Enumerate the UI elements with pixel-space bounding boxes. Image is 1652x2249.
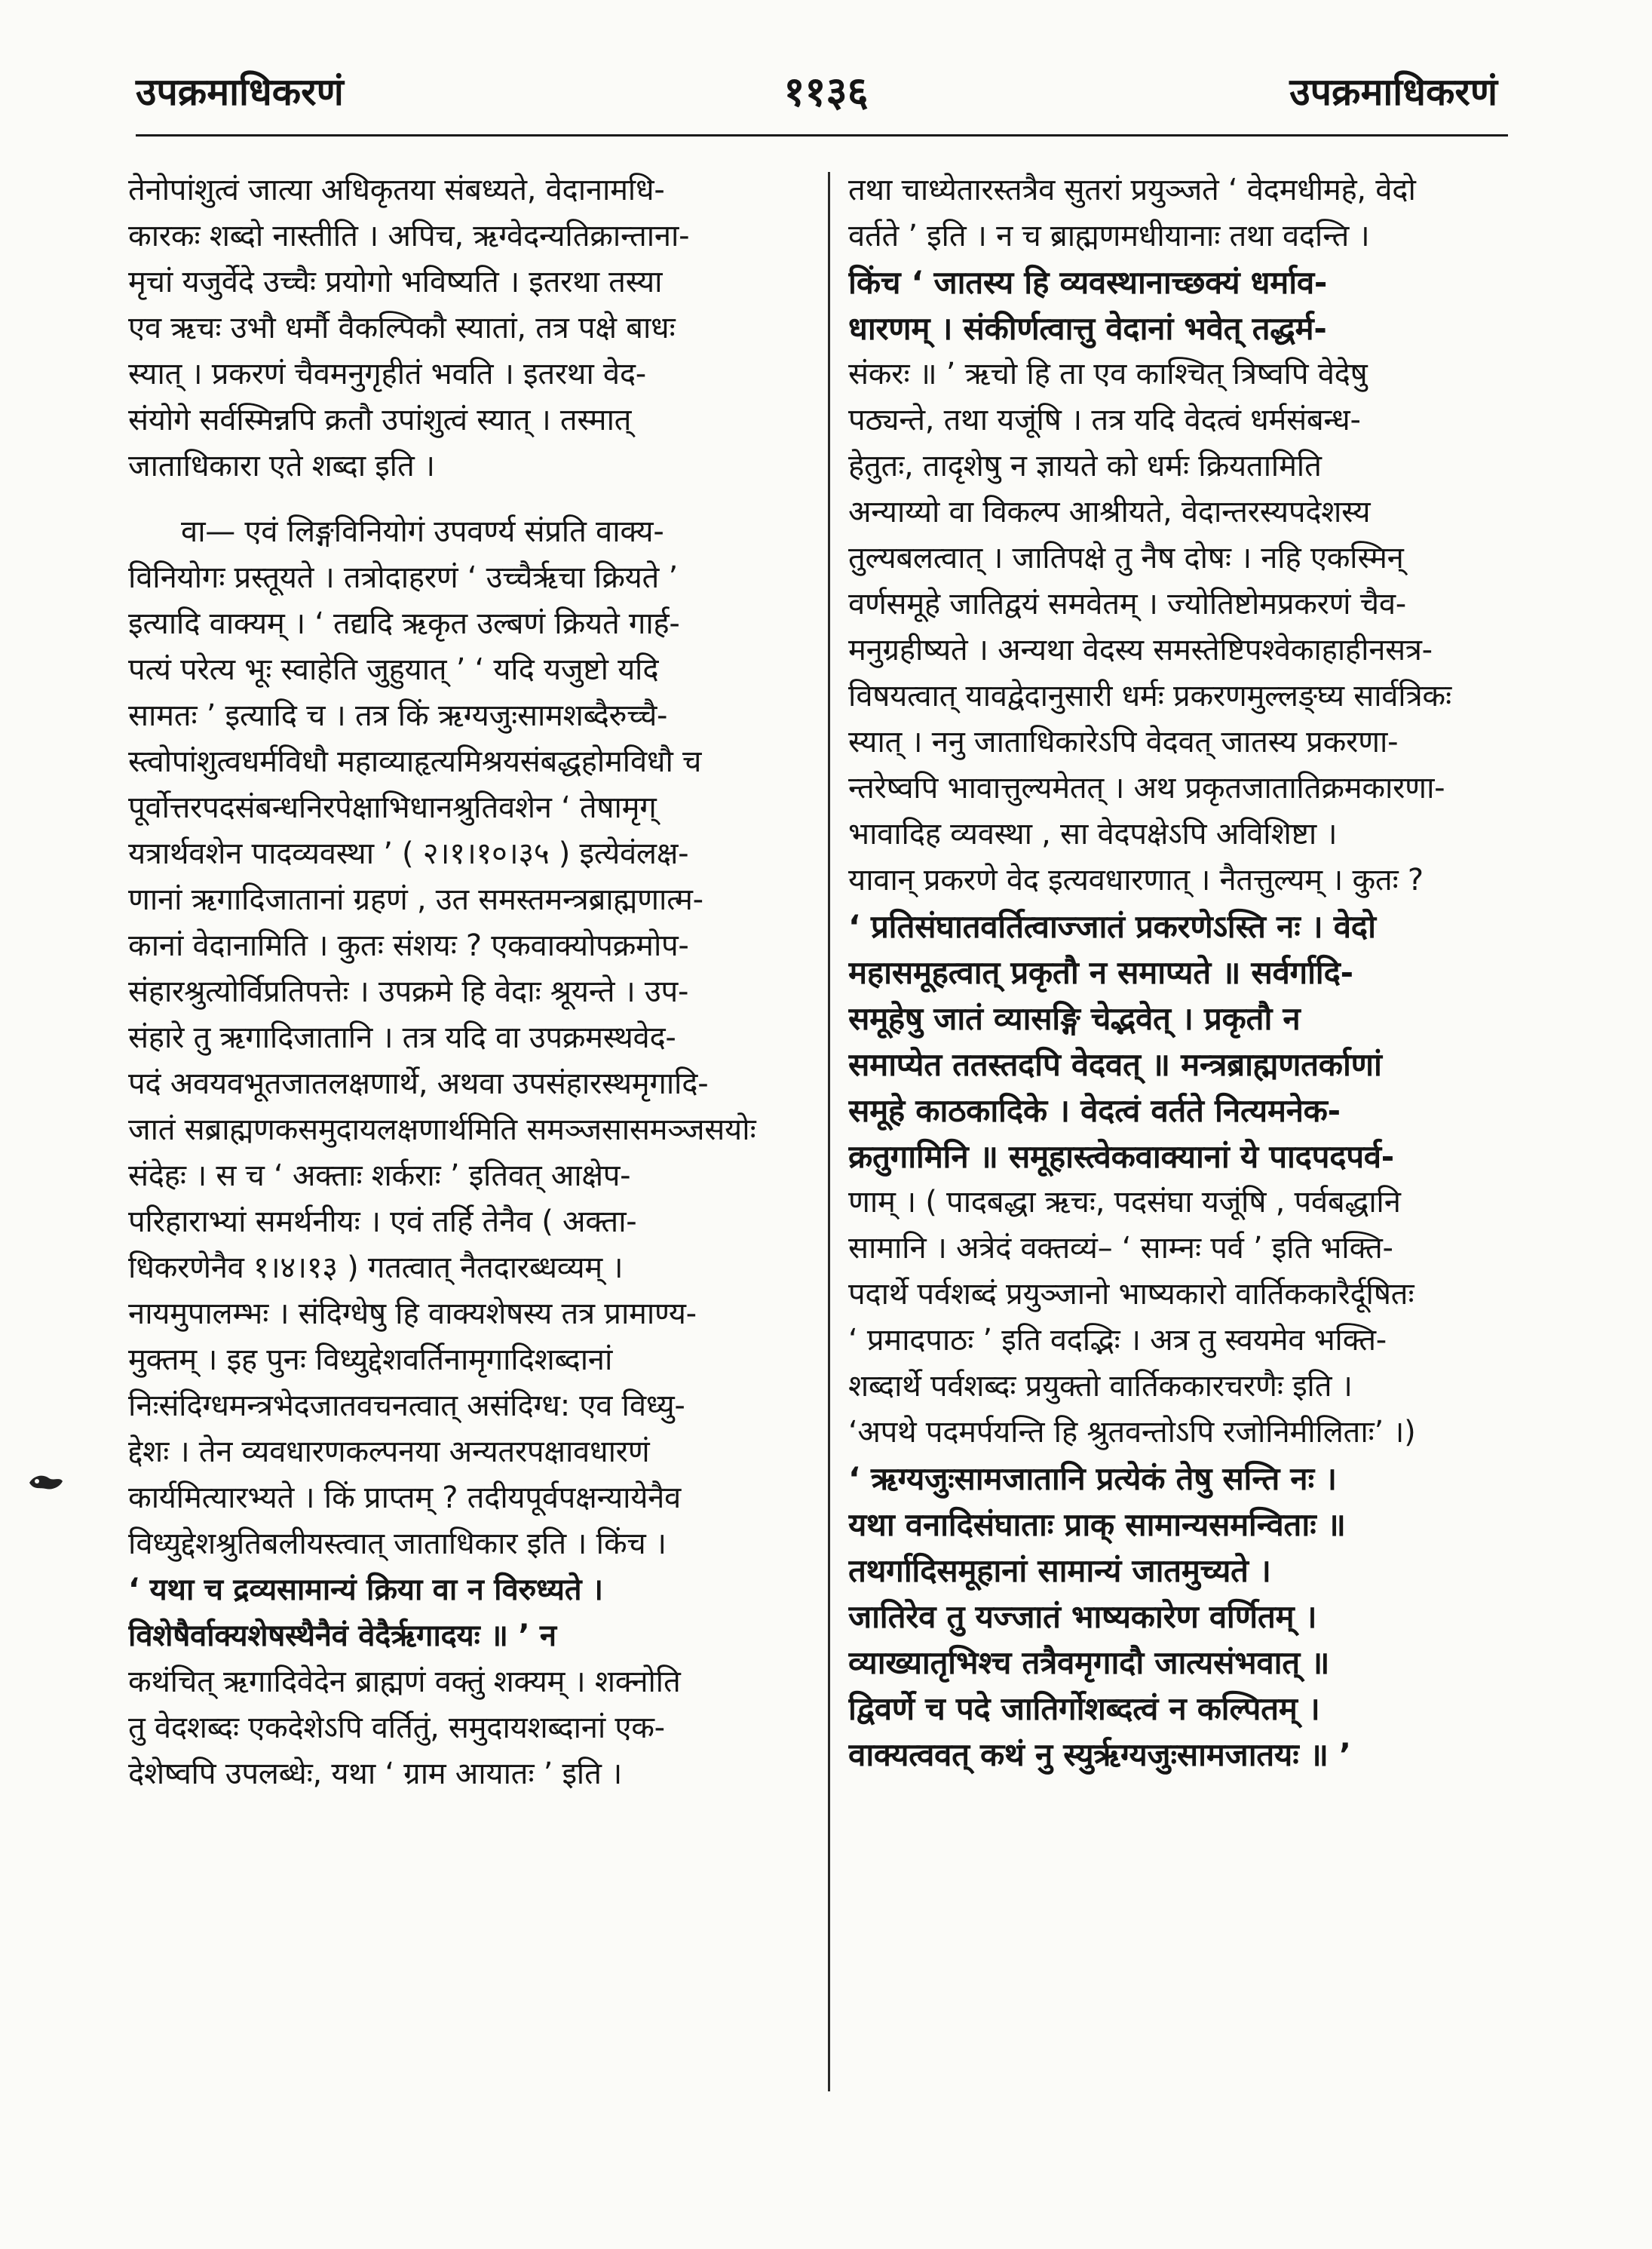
text-line: ‘अपथे पदमर्पयन्ति हि श्रुतवन्तोऽपि रजोनिमीलिताः’ ।) — [848, 1415, 1416, 1450]
text-line: देशेष्वपि उपलब्धेः, यथा ‘ ग्राम आयातः ’ इति । — [128, 1757, 622, 1791]
column-divider — [828, 172, 830, 2091]
text-line: विनियोगः प्रस्तूयते । तत्रोदाहरणं ‘ उच्चैरृचा क्रियते ’ — [128, 560, 678, 595]
text-line: इत्यादि वाक्यम् । ‘ तद्यदि ऋकृत उल्बणं क्रियते गार्ह- — [128, 606, 680, 641]
text-line: शब्दार्थे पर्वशब्दः प्रयुक्तो वार्तिककारचरणैः इति । — [848, 1369, 1353, 1404]
text-line: नायमुपालम्भः । संदिग्धेषु हि वाक्यशेषस्य तत्र प्रामाण्य- — [128, 1296, 697, 1331]
text-line: यत्रार्थवशेन पादव्यवस्था ’ ( २।१।१०।३५ ) इत्येवंलक्ष- — [128, 836, 689, 871]
text-line: ‘ प्रमादपाठः ’ इति वदद्भिः । अत्र तु स्वयमेव भक्ति- — [848, 1323, 1387, 1358]
text-line: ‘ यथा च द्रव्यसामान्यं क्रिया वा न विरुध्यते । — [128, 1572, 603, 1607]
text-line: निःसंदिग्धमन्त्रभेदजातवचनत्वात् असंदिग्ध: एव विध्यु- — [128, 1388, 685, 1423]
text-line: वर्णसमूहे जातिद्वयं समवेतम् । ज्योतिष्टोमप्रकरणं चैव- — [848, 587, 1406, 621]
text-line: हेतुतः, तादृशेषु न ज्ञायते को धर्मः क्रियतामिति — [848, 449, 1322, 483]
text-line: अन्याय्यो वा विकल्प आश्रीयते, वेदान्तरस्यपदेशस्य — [848, 495, 1371, 529]
margin-mark-icon — [26, 1472, 66, 1493]
text-line: मनुग्रहीष्यते । अन्यथा वेदस्य समस्तेष्टिपश्वेकाहाहीनसत्र- — [848, 633, 1433, 667]
text-line: तेनोपांशुत्वं जात्या अधिकृतया संबध्यते, वेदानामधि- — [128, 173, 665, 207]
text-line: पत्यं परेत्य भूः स्वाहेति जुहुयात् ’ ‘ यदि यजुष्टो यदि — [128, 652, 659, 687]
text-line: सामतः ’ इत्यादि च । तत्र किं ऋग्यजुःसामशब्दैरुच्चै- — [128, 698, 668, 733]
text-line: जातिरेव तु यज्जातं भाष्यकारेण वर्णितम् । — [848, 1598, 1317, 1635]
text-line: न्तरेष्वपि भावात्तुल्यमेतत् । अथ प्रकृतजातातिक्रमकारणा- — [848, 771, 1445, 805]
text-line: तथा चाध्येतारस्तत्रैव सुतरां प्रयुञ्जते ‘ वेदमधीमहे, वेदो — [848, 173, 1416, 207]
text-line: धिकरणेनैव १।४।१३ ) गतत्वात् नैतदारब्धव्यम् । — [128, 1250, 624, 1285]
page-number: ११३६ — [783, 68, 869, 115]
text-line: कारकः शब्दो नास्तीति । अपिच, ऋग्वेदन्यतिक्रान्ताना- — [128, 219, 690, 253]
running-header-right: उपक्रमाधिकरणं — [1289, 70, 1497, 114]
text-line: तु वेदशब्दः एकदेशेऽपि वर्तितुं, समुदायशब्दानां एक- — [128, 1711, 665, 1745]
text-line: कानां वेदानामिति । कुतः संशयः ? एकवाक्योपक्रमोप- — [128, 928, 689, 963]
text-line: द्देशः । तेन व्यवधारणकल्पनया अन्यतरपक्षावधारणं — [128, 1434, 650, 1469]
text-line: समूहे काठकादिके । वेदत्वं वर्तते नित्यमनेक- — [848, 1092, 1341, 1129]
text-line: धारणम् । संकीर्णत्वात्तु वेदानां भवेत् तद्धर्म- — [848, 310, 1327, 347]
text-line: तुल्यबलत्वात् । जातिपक्षे तु नैष दोषः । नहि एकस्मिन् — [848, 541, 1404, 575]
text-line: पदार्थे पर्वशब्दं प्रयुञ्जानो भाष्यकारो वार्तिककारैर्दूषितः — [848, 1277, 1414, 1312]
text-line: पूर्वोत्तरपदसंबन्धनिरपेक्षाभिधानश्रुतिवशेन ‘ तेषामृग् — [128, 790, 657, 825]
text-line: एव ऋचः उभौ धर्मौ वैकल्पिकौ स्यातां, तत्र पक्षे बाधः — [128, 311, 676, 345]
text-line: णाम् । ( पादबद्धा ऋचः, पदसंघा यजूंषि , पर्वबद्धानि — [848, 1185, 1401, 1220]
text-line: भावादिह व्यवस्था , सा वेदपक्षेऽपि अविशिष्टा । — [848, 817, 1338, 851]
text-line: वा— एवं लिङ्गविनियोगं उपवर्ण्य संप्रति वाक्य- — [181, 514, 664, 549]
text-line: क्रतुगामिनि ॥ समूहास्त्वेकवाक्यानां ये पादपदपर्व- — [848, 1138, 1394, 1175]
text-line: विशेषैर्वाक्यशेषस्थैनैवं वेदैरृगादयः ॥ ’ न — [128, 1618, 556, 1653]
text-line: स्यात् । प्रकरणं चैवमनुगृहीतं भवति । इतरथा वेद- — [128, 357, 646, 391]
text-line: संहारे तु ऋगादिजातानि । तत्र यदि वा उपक्रमस्थवेद- — [128, 1020, 676, 1055]
text-line: परिहाराभ्यां समर्थनीयः । एवं तर्हि तेनैव ( अक्ता- — [128, 1204, 637, 1239]
text-line: मुक्तम् । इह पुनः विध्युद्देशवर्तिनामृगादिशब्दानां — [128, 1342, 613, 1377]
text-line: यथा वनादिसंघाताः प्राक् सामान्यसमन्विताः ॥ — [848, 1506, 1346, 1543]
text-line: व्याख्यातृभिश्च तत्रैवमृगादौ जात्यसंभवात् ॥ — [848, 1644, 1330, 1681]
right-text-column — [848, 167, 1508, 1778]
text-line: स्त्वोपांशुत्वधर्मविधौ महाव्याहृत्यमिश्रयसंबद्धहोमविधौ च — [128, 744, 702, 779]
text-line: विध्युद्देशश्रुतिबलीयस्त्वात् जाताधिकार इति । किंच । — [128, 1526, 667, 1561]
text-line: मृचां यजुर्वेदे उच्चैः प्रयोगो भविष्यति । इतरथा तस्या — [128, 265, 663, 299]
text-line: पठ्यन्ते, तथा यजूंषि । तत्र यदि वेदत्वं धर्मसंबन्ध- — [848, 403, 1361, 437]
running-header-left: उपक्रमाधिकरणं — [136, 70, 344, 114]
text-line: ‘ ऋग्यजुःसामजातानि प्रत्येकं तेषु सन्ति नः । — [848, 1460, 1337, 1497]
text-line: जाताधिकारा एते शब्दा इति । — [128, 449, 435, 483]
text-line: यावान् प्रकरणे वेद इत्यवधारणात् । नैतत्तुल्यम् । कुतः ? — [848, 863, 1424, 897]
text-line: कथंचित् ऋगादिवेदेन ब्राह्मणं वक्तुं शक्यम् । शक्नोति — [128, 1665, 681, 1699]
text-line: समूहेषु जातं व्यासङ्गि चेद्भवेत् । प्रकृतौ न — [848, 1000, 1301, 1037]
header-rule — [136, 134, 1508, 137]
text-line: कार्यमित्यारभ्यते । किं प्राप्तम् ? तदीयपूर्वपक्षन्यायेनैव — [128, 1480, 681, 1515]
text-line: संदेहः । स च ‘ अक्ताः शर्कराः ’ इतिवत् आक्षेप- — [128, 1158, 631, 1193]
text-line: तथर्गादिसमूहानां सामान्यं जातमुच्यते । — [848, 1552, 1271, 1589]
text-line: स्यात् । ननु जाताधिकारेऽपि वेदवत् जातस्य प्रकरणा- — [848, 725, 1399, 759]
text-line: विषयत्वात् यावद्वेदानुसारी धर्मः प्रकरणमुल्लङ्घ्य सार्वत्रिकः — [848, 679, 1451, 713]
text-line: पदं अवयवभूतजातलक्षणार्थे, अथवा उपसंहारस्थमृगादि- — [128, 1066, 709, 1101]
text-line: वाक्यत्ववत् कथं नु स्युरृग्यजुःसामजातयः ॥ ’ — [848, 1736, 1351, 1773]
text-line: द्विवर्णे च पदे जातिर्गोशब्दत्वं न कल्पितम् । — [848, 1690, 1320, 1727]
text-line: णानां ऋगादिजातानां ग्रहणं , उत समस्तमन्त्रब्राह्मणात्म- — [128, 882, 703, 917]
text-line: किंच ‘ जातस्य हि व्यवस्थानाच्छक्यं धर्माव- — [848, 264, 1328, 301]
text-line: संकरः ॥ ’ ऋचो हि ता एव काश्चित् त्रिष्वपि वेदेषु — [848, 357, 1368, 391]
text-line: संयोगे सर्वस्मिन्नपि क्रतौ उपांशुत्वं स्यात् । तस्मात् — [128, 403, 632, 437]
left-text-column — [128, 167, 792, 1797]
text-line: ‘ प्रतिसंघातवर्तित्वाज्जातं प्रकरणेऽस्ति नः । वेदो — [848, 908, 1376, 945]
text-line: सामानि । अत्रेदं वक्तव्यं– ‘ साम्नः पर्व ’ इति भक्ति- — [848, 1231, 1393, 1266]
text-line: जातं सब्राह्मणकसमुदायलक्षणार्थमिति समञ्जसासमञ्जसयोः — [128, 1112, 756, 1147]
text-line: संहारश्रुत्योर्विप्रतिपत्तेः । उपक्रमे हि वेदाः श्रूयन्ते । उप- — [128, 974, 689, 1009]
text-line: वर्तते ’ इति । न च ब्राह्मणमधीयानाः तथा वदन्ति । — [848, 219, 1370, 253]
text-line: समाप्येत ततस्तदपि वेदवत् ॥ मन्त्रब्राह्मणतर्काणां — [848, 1046, 1382, 1083]
text-line: महासमूहत्वात् प्रकृतौ न समाप्यते ॥ सर्वर्गादि- — [848, 954, 1353, 991]
